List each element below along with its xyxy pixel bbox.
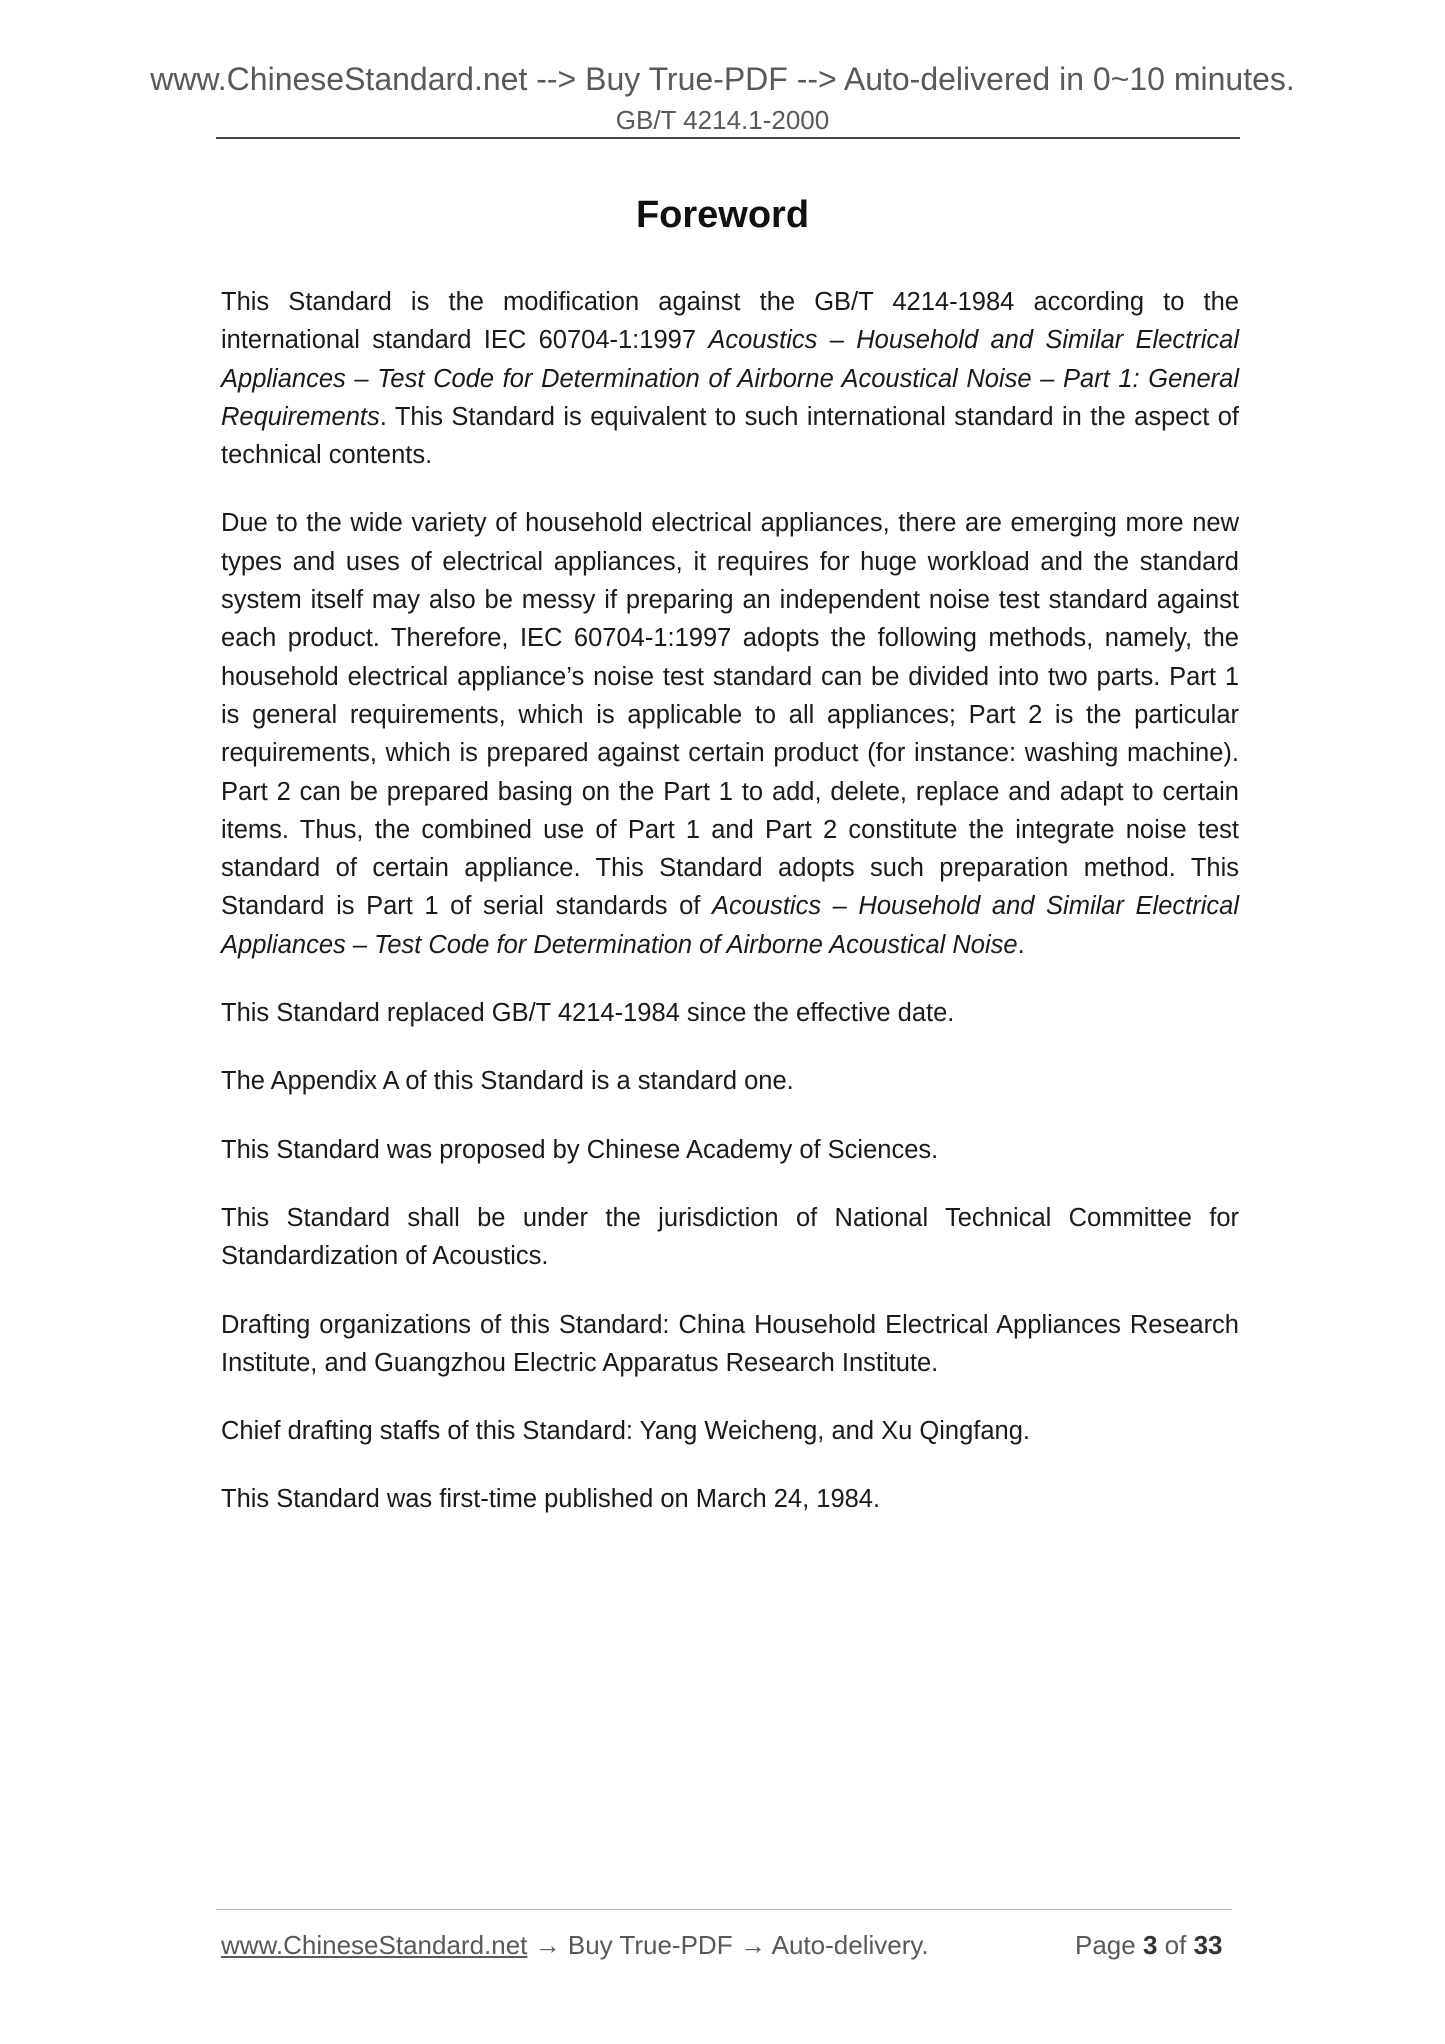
paragraph-3: This Standard replaced GB/T 4214-1984 since the effective date. bbox=[221, 999, 955, 1028]
paragraph-7: Drafting organizations of this Standard: China Household Electrical Appliances Research Institute, and Guangzhou Electric Apparatus Research Institute. bbox=[221, 1310, 1239, 1377]
footer-site-link[interactable]: www.ChineseStandard.net bbox=[221, 1930, 528, 1960]
paragraph-1-text-a: This Standard is the modification against the GB/T 4214-1984 according to the international standard IEC 60704-1:1997 bbox=[221, 288, 1239, 355]
arrow-right-icon: → bbox=[739, 1930, 766, 1960]
paragraph-5: This Standard was proposed by Chinese Academy of Sciences. bbox=[221, 1135, 939, 1164]
page-title: Foreword bbox=[635, 194, 810, 236]
arrow-right-icon: → bbox=[534, 1930, 561, 1960]
paragraph-8: Chief drafting staffs of this Standard: Yang Weicheng, and Xu Qingfang. bbox=[221, 1417, 1030, 1446]
document-code: GB/T 4214.1-2000 bbox=[615, 105, 830, 135]
header-banner[interactable]: www.ChineseStandard.net --> Buy True-PDF --> Auto-delivered in 0~10 minutes. bbox=[150, 61, 1295, 97]
page-label: Page bbox=[1075, 1930, 1136, 1960]
paragraph-6: This Standard shall be under the jurisdiction of National Technical Committee for Standardization of Acoustics. bbox=[221, 1203, 1239, 1271]
header-divider bbox=[216, 137, 1240, 139]
paragraph-2-series-title: Acoustics – Household and Similar Electrical Appliances – Test Code for Determination of Airborne Acoustical Noise bbox=[221, 892, 1239, 959]
paragraph-4: The Appendix A of this Standard is a standard one. bbox=[221, 1067, 794, 1096]
footer-buy-text: Buy True-PDF bbox=[567, 1930, 733, 1960]
paragraph-1-text-b: . This Standard is equivalent to such international standard in the aspect of technical contents. bbox=[221, 402, 1239, 470]
of-label: of bbox=[1164, 1930, 1187, 1960]
footer-divider bbox=[216, 1909, 1232, 1910]
foreword-body bbox=[221, 283, 1239, 1549]
page-total: 33 bbox=[1193, 1930, 1223, 1960]
paragraph-2 bbox=[221, 504, 1239, 964]
page-indicator bbox=[1075, 1928, 1223, 1962]
page-number: 3 bbox=[1142, 1930, 1158, 1960]
paragraph-2-text-b: . bbox=[1017, 930, 1025, 959]
paragraph-1-standard-title: Acoustics – Household and Similar Electrical Appliances – Test Code for Determination of Airborne Acoustical Noise – Part 1: General Requirements bbox=[221, 326, 1239, 431]
paragraph-2-text-a: Due to the wide variety of household electrical appliances, there are emerging more new types and uses of electrical appliances, it requires for huge workload and the standard system itself may also be messy if preparing an independent noise test standard against each product. Therefore, IEC 60704-1:1997 adopts the following methods, namely, the household electrical appliance’s noise test standard can be divided into two parts. Part 1 is general requirements, which is applicable to all appliances; Part 2 is the particular requirements, which is prepared against certain product (for instance: washing machine). Part 2 can be prepared basing on the Part 1 to add, delete, replace and adapt to certain items. Thus, the combined use of Part 1 and Part 2 constitute the integrate noise test standard of certain appliance. This Standard adopts such preparation method. This Standard is Part 1 of serial standards of bbox=[221, 509, 1239, 921]
paragraph-9: This Standard was first-time published on March 24, 1984. bbox=[221, 1485, 881, 1514]
paragraph-1 bbox=[221, 283, 1239, 474]
footer-links bbox=[221, 1928, 929, 1962]
footer-delivery-text: Auto-delivery. bbox=[771, 1930, 929, 1960]
